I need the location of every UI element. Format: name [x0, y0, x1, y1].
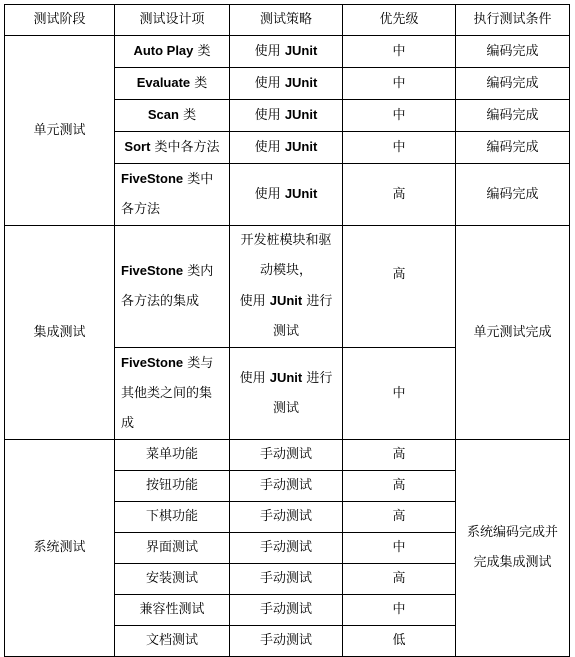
stage-cell-system: 系统测试 — [5, 440, 115, 657]
header-row — [5, 5, 570, 36]
strategy-cell: 手动测试 — [230, 471, 343, 502]
strategy-cell — [230, 100, 343, 132]
design-item-class: Evaluate — [136, 75, 191, 90]
strategy-cell — [230, 68, 343, 100]
design-item-class: FiveStone — [121, 171, 184, 186]
priority-cell: 中 — [343, 595, 456, 626]
strategy-cell: 手动测试 — [230, 533, 343, 564]
strategy-suffix: 进行 — [302, 371, 333, 386]
condition-cell: 编码完成 — [456, 132, 570, 164]
design-item-cell — [115, 36, 230, 68]
design-item-cell — [115, 132, 230, 164]
priority-cell: 中 — [343, 100, 456, 132]
test-plan-table — [4, 4, 570, 657]
strategy-line2: 测试 — [272, 401, 299, 416]
priority-cell: 高 — [343, 564, 456, 595]
strategy-cell — [230, 132, 343, 164]
priority-cell: 高 — [343, 164, 456, 226]
strategy-tool: JUnit — [284, 75, 318, 90]
strategy-line4: 测试 — [272, 324, 299, 339]
condition-line2: 完成集成测试 — [473, 555, 552, 570]
priority-cell: 高 — [343, 226, 456, 348]
strategy-prefix: 使用 — [254, 76, 285, 91]
stage-cell-unit: 单元测试 — [5, 36, 115, 226]
condition-cell: 编码完成 — [456, 68, 570, 100]
table-row — [5, 440, 570, 471]
strategy-suffix: 进行 — [302, 294, 333, 309]
strategy-prefix: 使用 — [239, 294, 270, 309]
design-item-cell: 界面测试 — [115, 533, 230, 564]
design-item-class: Sort — [124, 139, 151, 154]
design-item-class: FiveStone — [121, 263, 184, 278]
table-row — [5, 36, 570, 68]
design-item-cell — [115, 68, 230, 100]
strategy-tool: JUnit — [284, 186, 318, 201]
strategy-tool: JUnit — [269, 293, 303, 308]
design-item-class: FiveStone — [121, 355, 184, 370]
strategy-cell: 手动测试 — [230, 564, 343, 595]
condition-cell: 编码完成 — [456, 100, 570, 132]
strategy-line2: 动模块， — [259, 263, 312, 278]
design-item-suffix: 类 — [193, 44, 211, 59]
design-item-cell — [115, 348, 230, 440]
priority-cell: 高 — [343, 440, 456, 471]
strategy-cell: 手动测试 — [230, 595, 343, 626]
design-item-cell: 按钮功能 — [115, 471, 230, 502]
design-item-line2: 各方法的集成 — [121, 294, 200, 309]
design-item-cell — [115, 226, 230, 348]
design-item-class: Auto Play — [133, 43, 194, 58]
design-item-suffix: 类 — [190, 76, 208, 91]
strategy-cell: 手动测试 — [230, 626, 343, 657]
header-priority: 优先级 — [343, 5, 456, 36]
strategy-cell: 手动测试 — [230, 440, 343, 471]
strategy-cell — [230, 348, 343, 440]
strategy-prefix: 使用 — [254, 44, 285, 59]
condition-line1: 系统编码完成并 — [466, 525, 558, 540]
design-item-cell: 下棋功能 — [115, 502, 230, 533]
design-item-suffix: 类内 — [183, 264, 214, 279]
design-item-line3: 成 — [121, 416, 135, 431]
header-condition: 执行测试条件 — [456, 5, 570, 36]
strategy-prefix: 使用 — [254, 187, 285, 202]
design-item-cell: 兼容性测试 — [115, 595, 230, 626]
design-item-line2: 其他类之间的集 — [121, 386, 213, 401]
priority-cell: 中 — [343, 348, 456, 440]
condition-cell: 编码完成 — [456, 164, 570, 226]
design-item-suffix: 类中各方法 — [150, 140, 220, 155]
strategy-cell: 手动测试 — [230, 502, 343, 533]
strategy-prefix: 使用 — [239, 371, 270, 386]
priority-cell: 中 — [343, 132, 456, 164]
design-item-line2: 各方法 — [121, 202, 161, 217]
condition-cell-integration: 单元测试完成 — [456, 226, 570, 440]
design-item-suffix: 类 — [178, 108, 197, 123]
header-strategy: 测试策略 — [230, 5, 343, 36]
priority-cell: 中 — [343, 68, 456, 100]
strategy-tool: JUnit — [284, 139, 318, 154]
header-stage: 测试阶段 — [5, 5, 115, 36]
strategy-tool: JUnit — [284, 107, 318, 122]
priority-cell: 中 — [343, 36, 456, 68]
header-design-item: 测试设计项 — [115, 5, 230, 36]
design-item-cell: 文档测试 — [115, 626, 230, 657]
strategy-cell — [230, 226, 343, 348]
strategy-prefix: 使用 — [254, 140, 285, 155]
strategy-tool: JUnit — [284, 43, 318, 58]
strategy-cell — [230, 164, 343, 226]
priority-cell: 高 — [343, 502, 456, 533]
design-item-cell: 安装测试 — [115, 564, 230, 595]
design-item-cell — [115, 100, 230, 132]
strategy-line1: 开发桩模块和驱 — [240, 233, 332, 248]
design-item-suffix: 类中 — [183, 172, 214, 187]
strategy-tool: JUnit — [269, 370, 303, 385]
table-row — [5, 226, 570, 348]
design-item-suffix: 类与 — [183, 356, 214, 371]
priority-cell: 中 — [343, 533, 456, 564]
design-item-cell: 菜单功能 — [115, 440, 230, 471]
condition-cell-system — [456, 440, 570, 657]
condition-cell: 编码完成 — [456, 36, 570, 68]
design-item-class: Scan — [147, 107, 179, 122]
design-item-cell — [115, 164, 230, 226]
priority-cell: 低 — [343, 626, 456, 657]
priority-cell: 高 — [343, 471, 456, 502]
stage-cell-integration: 集成测试 — [5, 226, 115, 440]
strategy-cell — [230, 36, 343, 68]
strategy-prefix: 使用 — [254, 108, 285, 123]
